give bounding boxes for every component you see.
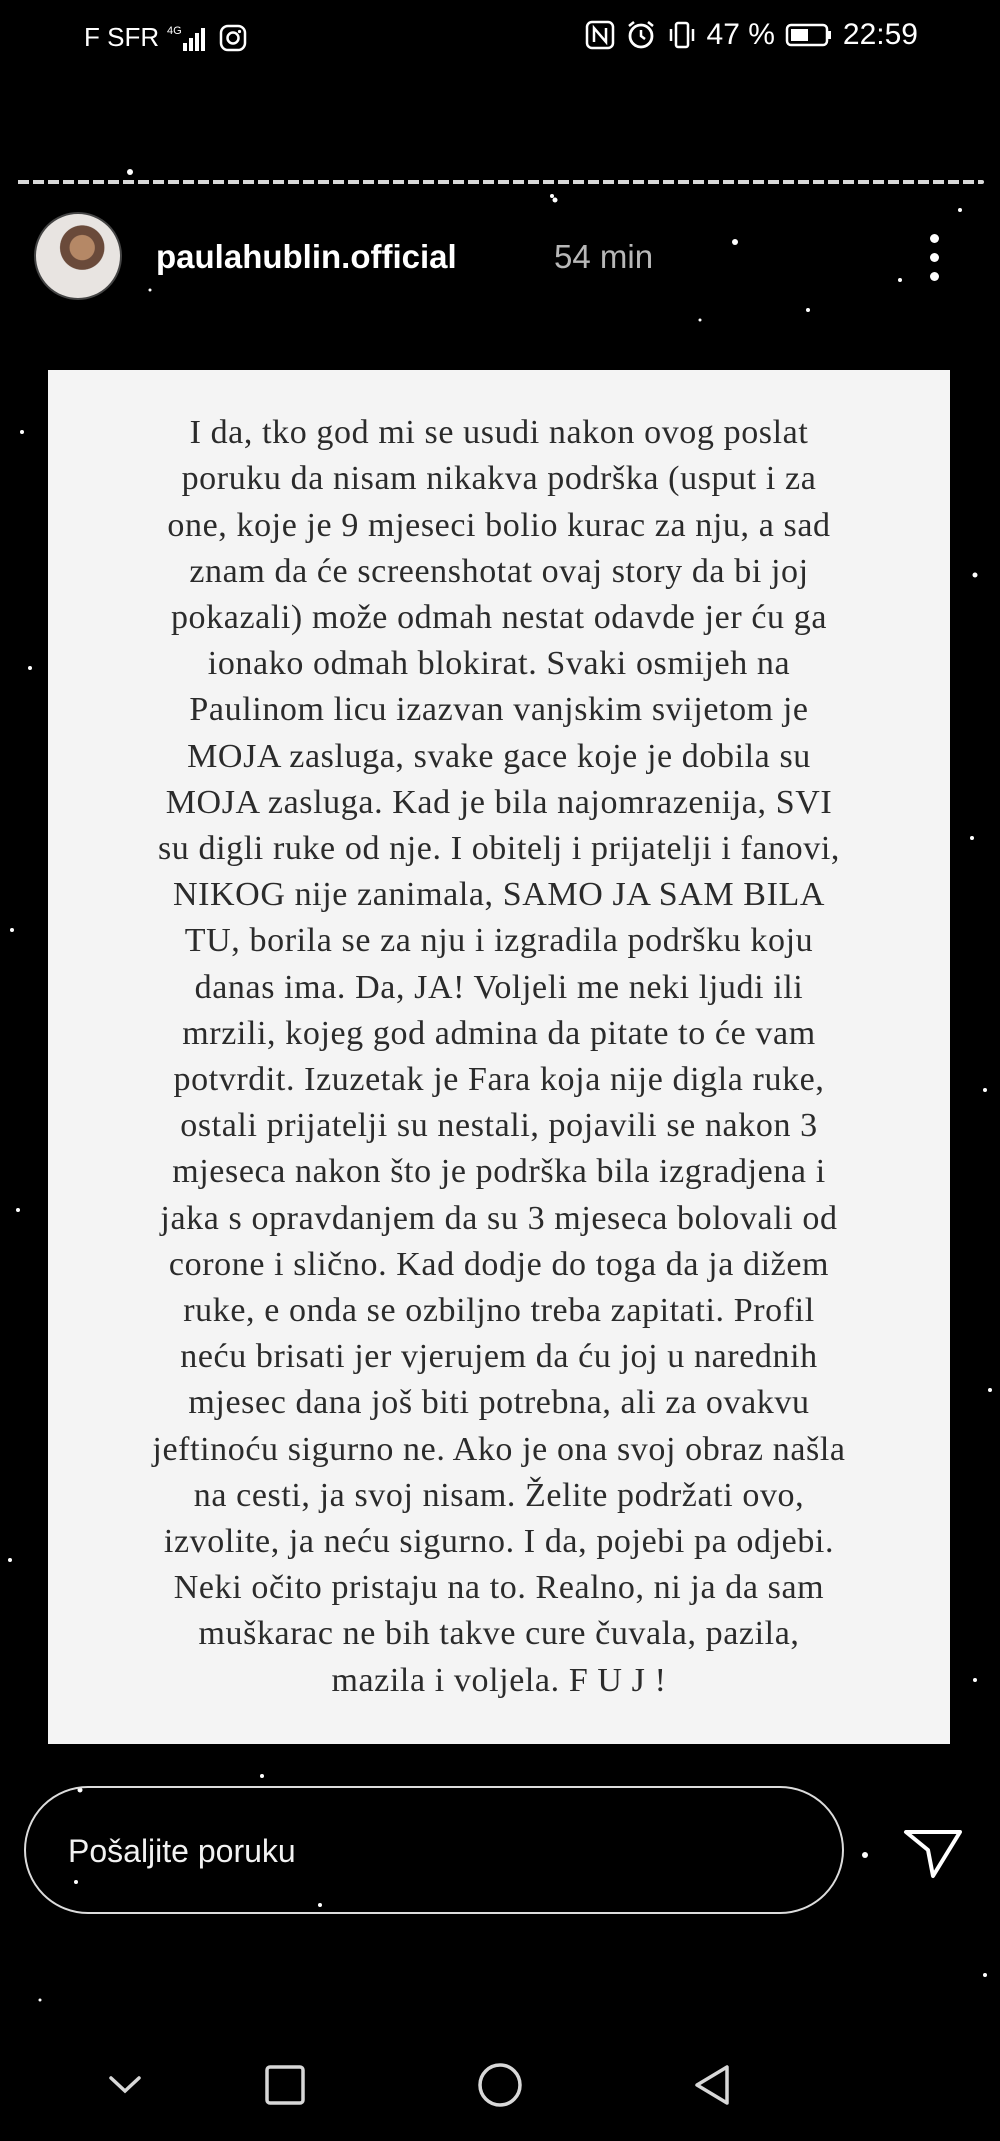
story-text-line: jeftinoću sigurno ne. Ako je ona svoj obraz našla bbox=[152, 1430, 846, 1468]
status-bar bbox=[0, 0, 1000, 80]
story-text-line: MOJA zasluga, svake gace koje je dobila su bbox=[187, 737, 811, 775]
back-chevron-icon[interactable] bbox=[90, 2040, 160, 2130]
message-input[interactable] bbox=[66, 1820, 810, 1882]
username[interactable]: paulahublin.official bbox=[156, 238, 457, 275]
story-text-line: pokazali) može odmah nestat odavde jer ću ga bbox=[170, 598, 828, 636]
system-nav-bar bbox=[0, 2040, 1000, 2130]
story-text-line: poruku da nisam nikakva podrška (usput i za bbox=[181, 460, 817, 498]
circle-home-icon[interactable] bbox=[465, 2040, 535, 2130]
story-text-line: jaka s opravdanjem da su 3 mjeseca bolovali od bbox=[160, 1199, 838, 1237]
story-header bbox=[34, 212, 974, 300]
story-text-line: one, koje je 9 mjeseci bolio kurac za nju, a sad bbox=[167, 506, 831, 544]
reply-field[interactable] bbox=[24, 1786, 844, 1914]
story-text-line: NIKOG nije zanimala, SAMO JA SAM BILA bbox=[172, 876, 826, 914]
story-text-line: znam da će screenshotat ovaj story da bi joj bbox=[189, 552, 809, 590]
clock: 22:59 bbox=[842, 18, 918, 51]
triangle-back-icon[interactable] bbox=[678, 2040, 748, 2130]
story-text-line: Neki očito pristaju na to. Realno, ni ja da sam bbox=[173, 1569, 825, 1607]
story-text-line: corone i slično. Kad dodje do toga da ja dižem bbox=[168, 1245, 830, 1283]
story-text-line: potvrdit. Izuzetak je Fara koja nije digla ruke, bbox=[173, 1061, 825, 1098]
status-right bbox=[585, 18, 918, 52]
story-text-line: mjeseca nakon što je podrška bila izgradjena i bbox=[172, 1153, 826, 1191]
battery-icon bbox=[785, 22, 833, 48]
home-square-icon[interactable] bbox=[250, 2040, 320, 2130]
more-vertical-icon[interactable] bbox=[924, 230, 944, 290]
story-text-line: izvolite, ja neću sigurno. I da, pojebi pa odjebi. bbox=[163, 1523, 835, 1561]
story-text-line: muškarac ne bih takve cure čuvala, pazila, bbox=[198, 1615, 800, 1653]
story-text-line: su digli ruke od nje. I obitelj i prijatelji i fanovi, bbox=[157, 829, 841, 867]
avatar[interactable] bbox=[34, 212, 122, 300]
story-text-line: TU, borila se za nju i izgradila podršku koju bbox=[184, 922, 814, 960]
signal-icon bbox=[167, 23, 211, 53]
story-text-card bbox=[48, 370, 950, 1744]
battery-percent: 47 % bbox=[706, 18, 775, 51]
nfc-icon bbox=[585, 20, 615, 50]
story-text-line: mrzili, kojeg god admina da pitate to će vam bbox=[182, 1014, 816, 1052]
carrier-label: F SFR bbox=[84, 22, 160, 52]
network-label: 4G bbox=[167, 24, 182, 37]
story-text-line: danas ima. Da, JA! Voljeli me neki ljudi ili bbox=[194, 968, 804, 1006]
story-text-line: I da, tko god mi se usudi nakon ovog poslat bbox=[189, 414, 809, 452]
vibrate-icon bbox=[667, 19, 697, 51]
story-text-line: mazila i voljela. F U J ! bbox=[331, 1661, 667, 1699]
instagram-icon bbox=[219, 24, 247, 52]
story-text-line: neću brisati jer vjerujem da ću joj u narednih bbox=[180, 1338, 818, 1376]
story-text-line: ionako odmah blokirat. Svaki osmijeh na bbox=[207, 645, 791, 683]
story-time: 54 min bbox=[554, 238, 654, 275]
story-text-line: Paulinom licu izazvan vanjskim svijetom je bbox=[189, 691, 809, 729]
story-text bbox=[152, 410, 845, 1704]
story-text-line: na cesti, ja svoj nisam. Želite podržati ovo, bbox=[193, 1476, 805, 1514]
story-text-line: mjesec dana još biti potrebna, ali za ovakvu bbox=[188, 1384, 810, 1422]
alarm-icon bbox=[625, 19, 657, 51]
progress-dashes bbox=[14, 178, 986, 188]
story-text-line: ruke, e onda se ozbiljno treba zapitati. Profil bbox=[183, 1292, 815, 1330]
story-text-line: ostali prijatelji su nestali, pojavili se nakon 3 bbox=[180, 1107, 818, 1145]
story-text-line: MOJA zasluga. Kad je bila najomrazenija, SVI bbox=[165, 783, 833, 821]
status-left bbox=[84, 22, 247, 53]
send-icon[interactable] bbox=[900, 1826, 966, 1882]
